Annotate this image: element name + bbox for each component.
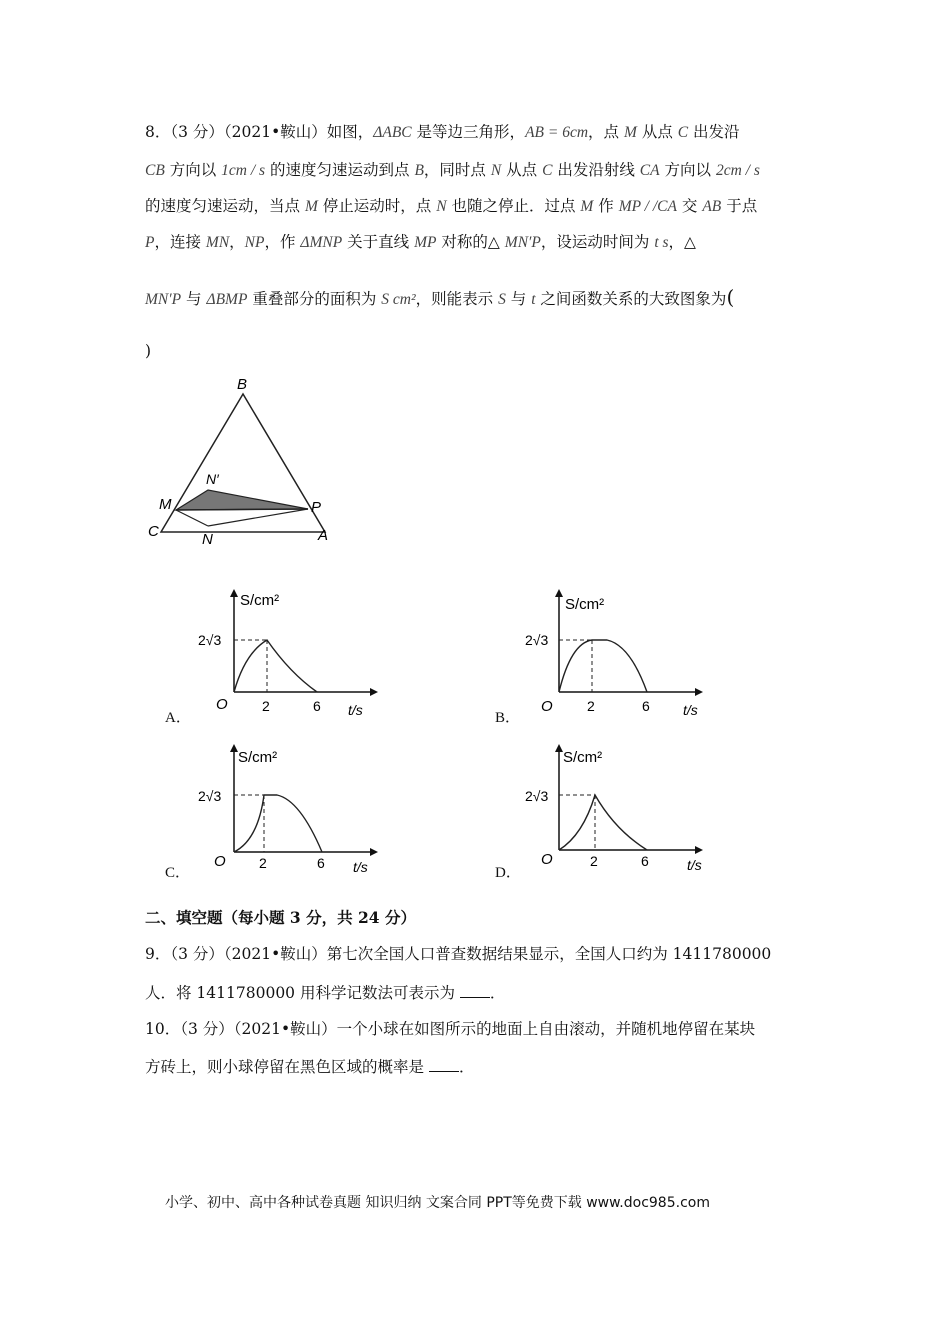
svg-text:S/cm²: S/cm² — [240, 592, 280, 609]
svg-text:O: O — [541, 698, 553, 715]
svg-text:S/cm²: S/cm² — [565, 596, 605, 613]
label-b: B — [237, 376, 248, 393]
q9-line-2: 人．将 1411780000 用科学记数法可表示为 ． — [145, 984, 506, 1002]
q8-line-3: 的速度匀速运动，当点 M 停止运动时，点 N 也随之停止．过点 M 作 MP / /CA 交 AB 于点 — [145, 197, 758, 215]
option-d-label: D． — [495, 865, 521, 881]
svg-text:2: 2 — [587, 698, 595, 714]
svg-text:6: 6 — [313, 698, 321, 714]
svg-text:t/s: t/s — [687, 857, 702, 873]
page-footer: 小学、初中、高中各种试卷真题 知识归纳 文案合同 PPT等免费下载 www.doc985.com — [165, 1195, 710, 1211]
option-c-graph — [190, 740, 390, 880]
svg-text:O: O — [214, 853, 226, 870]
label-c: C — [148, 523, 159, 540]
svg-text:2√3: 2√3 — [525, 632, 549, 648]
q10-line-1: 10．（3 分）（2021•鞍山）一个小球在如图所示的地面上自由滚动，并随机地停留在某块 — [145, 1020, 756, 1038]
label-a: A — [318, 527, 329, 544]
option-b-label: B． — [495, 710, 521, 726]
svg-text:2: 2 — [590, 853, 598, 869]
svg-text:t/s: t/s — [683, 702, 698, 718]
svg-text:6: 6 — [641, 853, 649, 869]
svg-text:t/s: t/s — [348, 702, 363, 718]
svg-text:S/cm²: S/cm² — [563, 749, 603, 766]
triangle-figure — [140, 372, 350, 552]
option-a-label: A． — [165, 710, 191, 726]
answer-blank — [429, 1059, 459, 1072]
q10-line-2: 方砖上，则小球停留在黑色区域的概率是 ． — [145, 1058, 475, 1076]
svg-text:2√3: 2√3 — [198, 788, 222, 804]
math-abc: ΔABC — [373, 124, 412, 141]
option-a-graph — [190, 585, 390, 725]
q9-line-1: 9．（3 分）（2021•鞍山）第七次全国人口普查数据结果显示，全国人口约为 1411780000 — [145, 945, 772, 963]
svg-text:t/s: t/s — [353, 859, 368, 875]
q8-line-6: ) — [145, 342, 152, 360]
section-heading: 二、填空题（每小题 3 分，共 24 分） — [145, 908, 416, 927]
q8-line-2: CB 方向以 1cm / s 的速度匀速运动到点 B，同时点 N 从点 C 出发沿射线 CA 方向以 2cm / s — [145, 161, 760, 179]
label-m: M — [159, 496, 172, 513]
q8-line-5: MN′P 与 ΔBMP 重叠部分的面积为 S cm²，则能表示 S 与 t 之间函数关系的大致图象为( — [145, 285, 735, 309]
svg-text:2√3: 2√3 — [525, 788, 549, 804]
svg-text:6: 6 — [642, 698, 650, 714]
label-n: N — [202, 531, 213, 548]
label-n-prime: N′ — [206, 471, 219, 487]
q8-line-1: 8．（3 分）（2021•鞍山）如图，ΔABC 是等边三角形，AB = 6cm，点 M 从点 C 出发沿 — [145, 123, 740, 141]
svg-text:6: 6 — [317, 855, 325, 871]
option-c-label: C． — [165, 865, 191, 881]
q8-line-4: P，连接 MN，NP，作 ΔMNP 关于直线 MP 对称的△ MN′P，设运动时间为 t s，△ — [145, 233, 696, 251]
svg-text:2: 2 — [259, 855, 267, 871]
svg-text:2: 2 — [262, 698, 270, 714]
label-p: P — [311, 499, 322, 516]
answer-blank — [460, 985, 490, 998]
svg-text:O: O — [541, 851, 553, 868]
option-b-graph — [515, 585, 715, 725]
svg-text:S/cm²: S/cm² — [238, 749, 278, 766]
option-d-graph — [515, 740, 715, 880]
svg-text:O: O — [216, 696, 228, 713]
svg-text:2√3: 2√3 — [198, 632, 222, 648]
